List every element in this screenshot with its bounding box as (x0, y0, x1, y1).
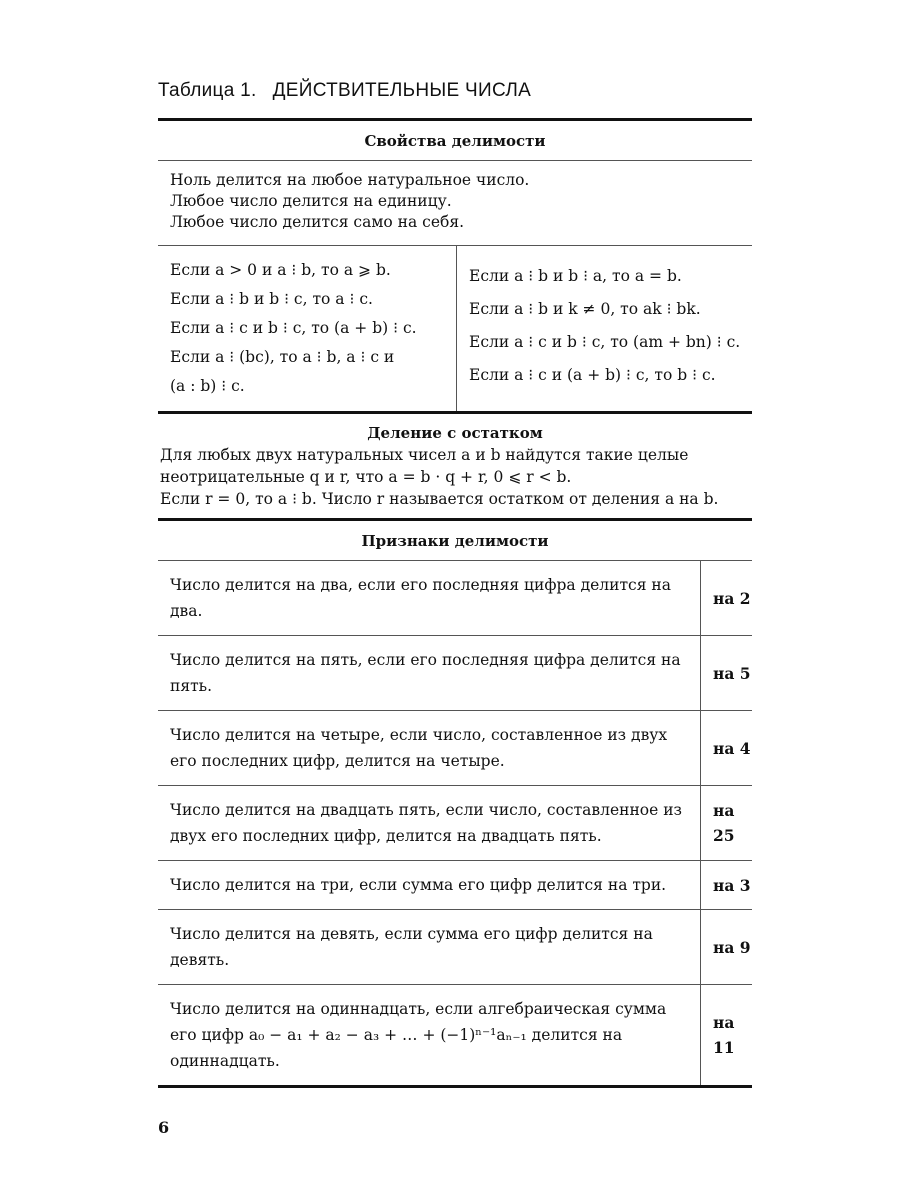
property-line: Если a ⁝ (bc), то a ⁝ b, a ⁝ c и (170, 348, 395, 366)
basic-property: Любое число делится само на себя. (170, 213, 465, 231)
basic-property: Ноль делится на любое натуральное число. (170, 171, 530, 189)
remainder-line: Для любых двух натуральных чисел a и b найдутся такие целые (160, 446, 689, 464)
reference-table (158, 118, 752, 1088)
table-row (158, 710, 752, 785)
remainder-line: неотрицательные q и r, что a = b · q + r, 0 ⩽ r < b. (160, 468, 572, 486)
property-line: Если a ⁝ c и (a + b) ⁝ c, то b ⁝ c. (469, 366, 716, 384)
sign-label: на 5 (713, 663, 751, 683)
table-row (158, 635, 752, 710)
property-line: (a : b) ⁝ c. (170, 377, 245, 395)
table-row (158, 785, 752, 860)
remainder-line: Если r = 0, то a ⁝ b. Число r называется остатком от деления a на b. (160, 490, 719, 508)
sign-text: Число делится на три, если сумма его цифр делится на три. (158, 861, 701, 909)
page-title (158, 80, 531, 102)
property-line: Если a > 0 и a ⁝ b, то a ⩾ b. (170, 261, 391, 279)
basic-property: Любое число делится на единицу. (170, 192, 452, 210)
table-row (158, 984, 752, 1085)
basic-properties (158, 161, 752, 245)
signs-heading: Признаки делимости (361, 532, 549, 550)
properties-left-column (158, 246, 457, 411)
property-line: Если a ⁝ b и b ⁝ c, то a ⁝ c. (170, 290, 373, 308)
table-row (158, 560, 752, 635)
division-with-remainder (158, 414, 752, 518)
page-number: 6 (158, 1118, 170, 1137)
sign-text: Число делится на пять, если его последняя цифра делится на пять. (158, 636, 701, 710)
sign-label: на 4 (713, 738, 751, 758)
property-line: Если a ⁝ b и b ⁝ a, то a = b. (469, 267, 682, 285)
sign-text: Число делится на двадцать пять, если число, составленное из двух его последних цифр, делится на двадцать пять. (158, 786, 701, 860)
sign-text: Число делится на четыре, если число, составленное из двух его последних цифр, делится на четыре. (158, 711, 701, 785)
sign-label: на 25 (713, 801, 735, 845)
properties-heading: Свойства делимости (364, 132, 546, 150)
table-row (158, 909, 752, 984)
sign-label: на 9 (713, 937, 751, 957)
table-title: ДЕЙСТВИТЕЛЬНЫЕ ЧИСЛА (272, 80, 532, 101)
property-line: Если a ⁝ c и b ⁝ c, то (a + b) ⁝ c. (170, 319, 417, 337)
property-columns (158, 246, 752, 411)
sign-text: Число делится на два, если его последняя цифра делится на два. (158, 561, 701, 635)
table-row (158, 860, 752, 909)
remainder-heading: Деление с остатком (367, 424, 543, 442)
sign-label: на 2 (713, 588, 751, 608)
sign-text: Число делится на одиннадцать, если алгебраическая сумма его цифр a₀ − a₁ + a₂ − a₃ + … + (−1)ⁿ⁻¹aₙ₋₁ делится на одиннадцать. (158, 985, 701, 1085)
sign-text: Число делится на девять, если сумма его цифр делится на девять. (158, 910, 701, 984)
sign-label: на 11 (713, 1013, 735, 1057)
property-line: Если a ⁝ c и b ⁝ c, то (am + bn) ⁝ c. (469, 333, 741, 351)
sign-label: на 3 (713, 875, 751, 895)
property-line: Если a ⁝ b и k ≠ 0, то ak ⁝ bk. (469, 300, 701, 318)
divisibility-signs-table (158, 560, 752, 1085)
table-label: Таблица 1. (158, 80, 257, 101)
properties-right-column (457, 246, 752, 411)
